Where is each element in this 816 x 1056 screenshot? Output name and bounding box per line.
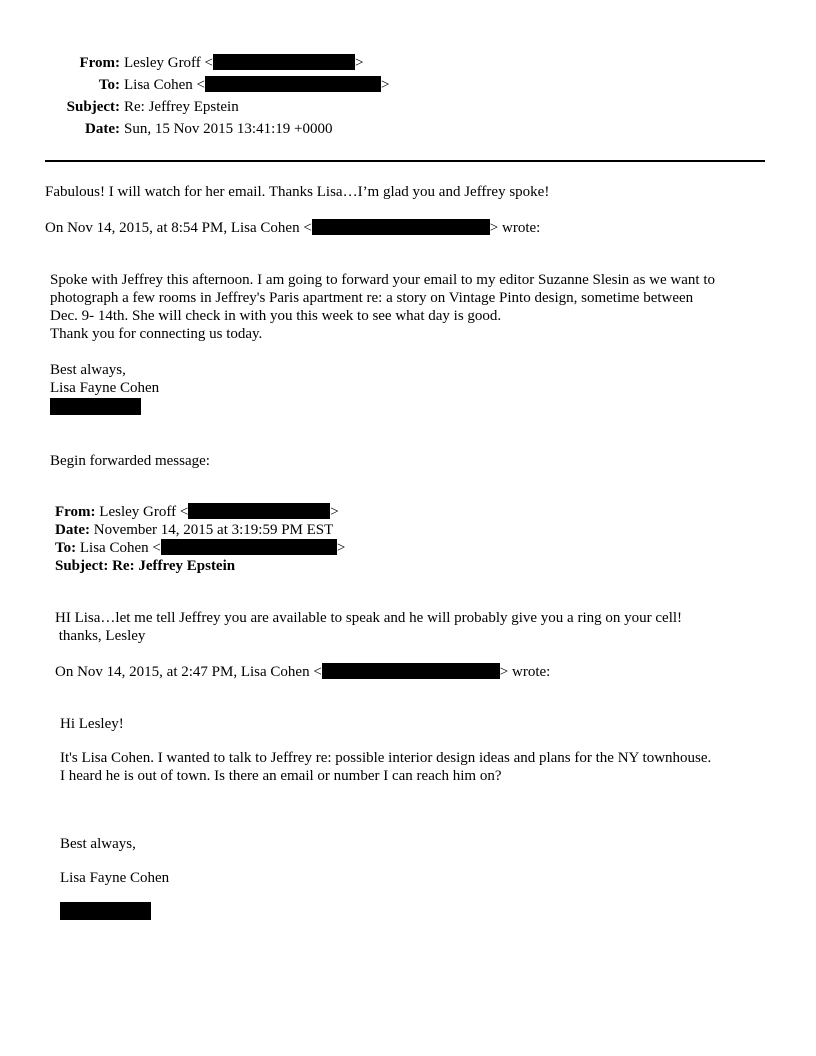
reply-body: Fabulous! I will watch for her email. Thanks Lisa…I’m glad you and Jeffrey spoke! bbox=[45, 184, 550, 200]
from-label: From: bbox=[79, 55, 120, 71]
original-line: It's Lisa Cohen. I wanted to talk to Jeffrey re: possible interior design ideas and plans for the NY townhouse. bbox=[60, 750, 712, 766]
subject-label: Subject: bbox=[66, 99, 120, 115]
fwd-quote-intro: On Nov 14, 2015, at 2:47 PM, Lisa Cohen < > wrote: bbox=[55, 664, 551, 680]
original-greeting: Hi Lesley! bbox=[60, 716, 124, 732]
forward-label: Begin forwarded message: bbox=[50, 453, 210, 469]
lisa-signature: Lisa Fayne Cohen bbox=[50, 380, 160, 396]
fwd-to: To: Lisa Cohen < > bbox=[55, 540, 346, 556]
fwd-subject: Subject: Re: Jeffrey Epstein bbox=[55, 558, 236, 574]
lisa-message-line: photograph a few rooms in Jeffrey's Paris apartment re: a story on Vintage Pinto design, sometime between bbox=[50, 290, 694, 306]
reply-quote-intro: On Nov 14, 2015, at 8:54 PM, Lisa Cohen < > wrote: bbox=[45, 220, 541, 236]
to-value: Lisa Cohen < > bbox=[124, 77, 390, 93]
redacted-block bbox=[50, 398, 141, 415]
fwd-body-line: thanks, Lesley bbox=[55, 628, 146, 644]
redacted-block bbox=[60, 902, 151, 920]
redacted-email bbox=[322, 663, 500, 679]
to-label: To: bbox=[98, 77, 120, 93]
redacted-email bbox=[188, 503, 330, 519]
fwd-date: Date: November 14, 2015 at 3:19:59 PM EST bbox=[55, 522, 334, 538]
header-divider bbox=[45, 160, 765, 162]
lisa-message-line: Spoke with Jeffrey this afternoon. I am going to forward your email to my editor Suzanne Slesin as we want to bbox=[50, 272, 715, 288]
date-value: Sun, 15 Nov 2015 13:41:19 +0000 bbox=[124, 121, 333, 137]
date-label: Date: bbox=[85, 121, 120, 137]
lisa-signoff: Best always, bbox=[50, 362, 126, 378]
subject-value: Re: Jeffrey Epstein bbox=[124, 99, 239, 115]
redacted-email bbox=[312, 219, 490, 235]
original-signature: Lisa Fayne Cohen bbox=[60, 870, 170, 886]
lisa-message-line: Dec. 9- 14th. She will check in with you this week to see what day is good. bbox=[50, 308, 502, 324]
redacted-email bbox=[161, 539, 337, 555]
redacted-email bbox=[213, 54, 355, 70]
from-value: Lesley Groff < > bbox=[124, 55, 364, 71]
original-signoff: Best always, bbox=[60, 836, 136, 852]
redacted-email bbox=[205, 76, 381, 92]
lisa-message-line: Thank you for connecting us today. bbox=[50, 326, 263, 342]
fwd-body-line: HI Lisa…let me tell Jeffrey you are available to speak and he will probably give you a ring on your cell! bbox=[55, 610, 683, 626]
fwd-from: From: Lesley Groff < > bbox=[55, 504, 339, 520]
original-line: I heard he is out of town. Is there an email or number I can reach him on? bbox=[60, 768, 502, 784]
